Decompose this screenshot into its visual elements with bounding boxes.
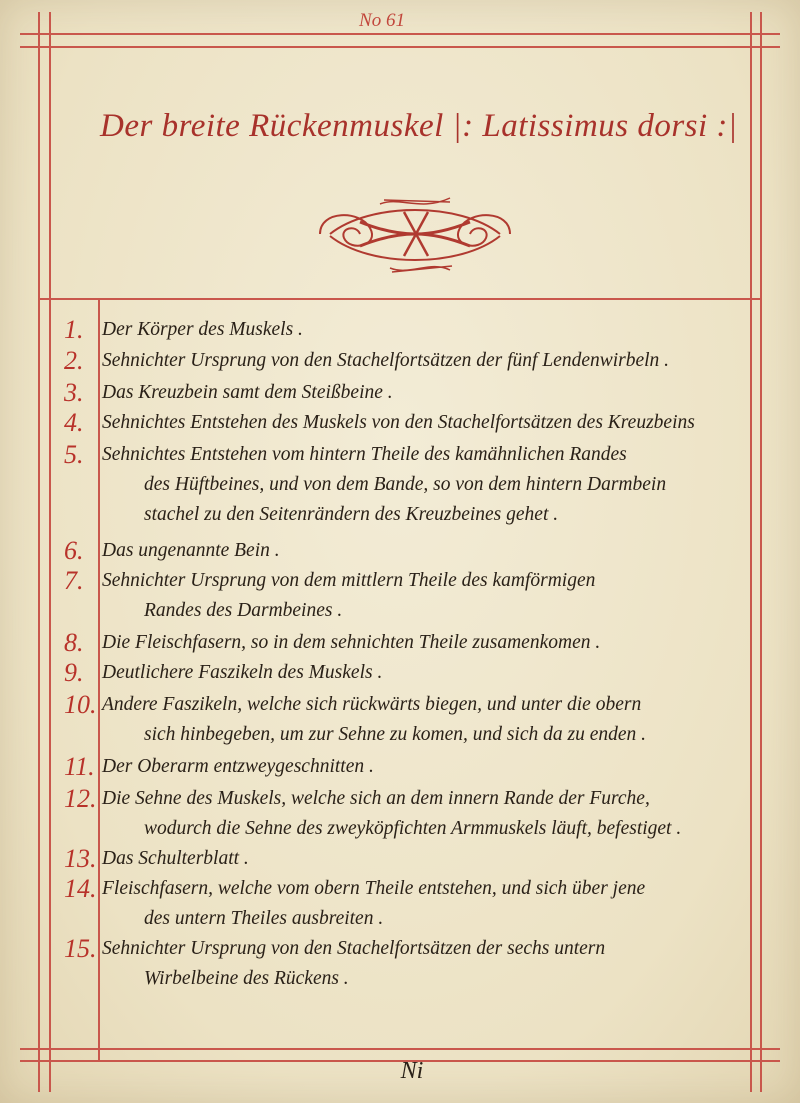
signature-mark: Ni — [400, 1058, 424, 1084]
entry-number: 6. — [64, 536, 84, 565]
entry-line: stachel zu den Seitenrändern des Kreuzbeines gehet . — [144, 504, 559, 525]
entry-number: 8. — [64, 628, 84, 657]
entry-text — [102, 628, 742, 658]
entry-number: 5. — [64, 440, 84, 469]
entry-number: 11. — [64, 752, 95, 781]
page-number: No 61 — [359, 10, 405, 31]
entry-line: Das ungenannte Bein . — [102, 540, 280, 561]
entry-number: 15. — [64, 934, 97, 963]
frame-rule-left-inner — [49, 12, 51, 1092]
entry-text — [102, 752, 742, 782]
entry-line: Die Fleischfasern, so in dem sehnichten Theile zusamenkomen . — [102, 632, 601, 653]
entry-line: Deutlichere Faszikeln des Muskels . — [102, 662, 383, 683]
frame-rule-left-outer — [38, 12, 40, 1092]
entry-line: Sehnichter Ursprung von den Stachelfortsätzen der sechs untern — [102, 938, 606, 959]
entry-line: Das Kreuzbein samt dem Steißbeine . — [102, 382, 393, 403]
entry-text — [102, 934, 742, 994]
frame-rule-right-inner — [750, 12, 752, 1092]
entry-text — [102, 658, 742, 688]
entry-line: Randes des Darmbeines . — [144, 600, 343, 621]
entry-text — [102, 408, 742, 438]
entry-line: des Hüftbeines, und von dem Bande, so von dem hintern Darmbein — [144, 474, 667, 495]
entry-line: Sehnichtes Entstehen vom hintern Theile des kamähnlichen Randes — [102, 444, 627, 465]
entry-line: sich hinbegeben, um zur Sehne zu komen, und sich da zu enden . — [144, 724, 647, 745]
page-title: Der breite Rückenmuskel |: Latissimus dorsi :| — [100, 108, 738, 144]
entry-text — [102, 378, 742, 408]
entry-text — [102, 346, 742, 376]
entry-line: Wirbelbeine des Rückens . — [144, 968, 349, 989]
entry-number: 3. — [64, 378, 84, 407]
entry-number: 4. — [64, 408, 84, 437]
entry-line: Die Sehne des Muskels, welche sich an dem innern Rande der Furche, — [102, 788, 650, 809]
frame-rule-top-inner — [20, 46, 780, 48]
entry-number: 14. — [64, 874, 97, 903]
entry-text — [102, 315, 742, 345]
entry-line: Das Schulterblatt . — [102, 848, 249, 869]
entry-line: Fleischfasern, welche vom obern Theile entstehen, und sich über jene — [102, 878, 646, 899]
entry-number: 10. — [64, 690, 97, 719]
entry-text — [102, 784, 742, 844]
entry-number: 7. — [64, 566, 84, 595]
calligraphic-flourish-icon — [300, 192, 530, 277]
entry-number: 9. — [64, 658, 84, 687]
frame-rule-top-outer — [20, 33, 780, 35]
frame-rule-list-top — [38, 298, 761, 300]
entry-number: 2. — [64, 346, 84, 375]
entry-text — [102, 690, 742, 750]
entry-text — [102, 440, 742, 530]
entry-line: Andere Faszikeln, welche sich rückwärts biegen, und unter die obern — [102, 694, 642, 715]
entry-text — [102, 844, 742, 874]
entry-line: Der Körper des Muskels . — [102, 319, 303, 340]
entry-number: 1. — [64, 315, 84, 344]
entry-text — [102, 566, 742, 626]
frame-rule-right-outer — [760, 12, 762, 1092]
entry-line: Sehnichter Ursprung von den Stachelfortsätzen der fünf Lendenwirbeln . — [102, 350, 670, 371]
entry-text — [102, 536, 742, 566]
entry-line: des untern Theiles ausbreiten . — [144, 908, 384, 929]
entry-line: Sehnichter Ursprung von dem mittlern Theile des kamförmigen — [102, 570, 596, 591]
entry-line: Sehnichtes Entstehen des Muskels von den Stachelfortsätzen des Kreuzbeins — [102, 412, 695, 433]
entry-line: Der Oberarm entzweygeschnitten . — [102, 756, 374, 777]
entry-text — [102, 874, 742, 934]
frame-rule-bottom-inner — [20, 1048, 780, 1050]
entry-line: wodurch die Sehne des zweyköpfichten Armmuskels läuft, befestiget . — [144, 818, 682, 839]
entry-number: 12. — [64, 784, 97, 813]
entry-number: 13. — [64, 844, 97, 873]
